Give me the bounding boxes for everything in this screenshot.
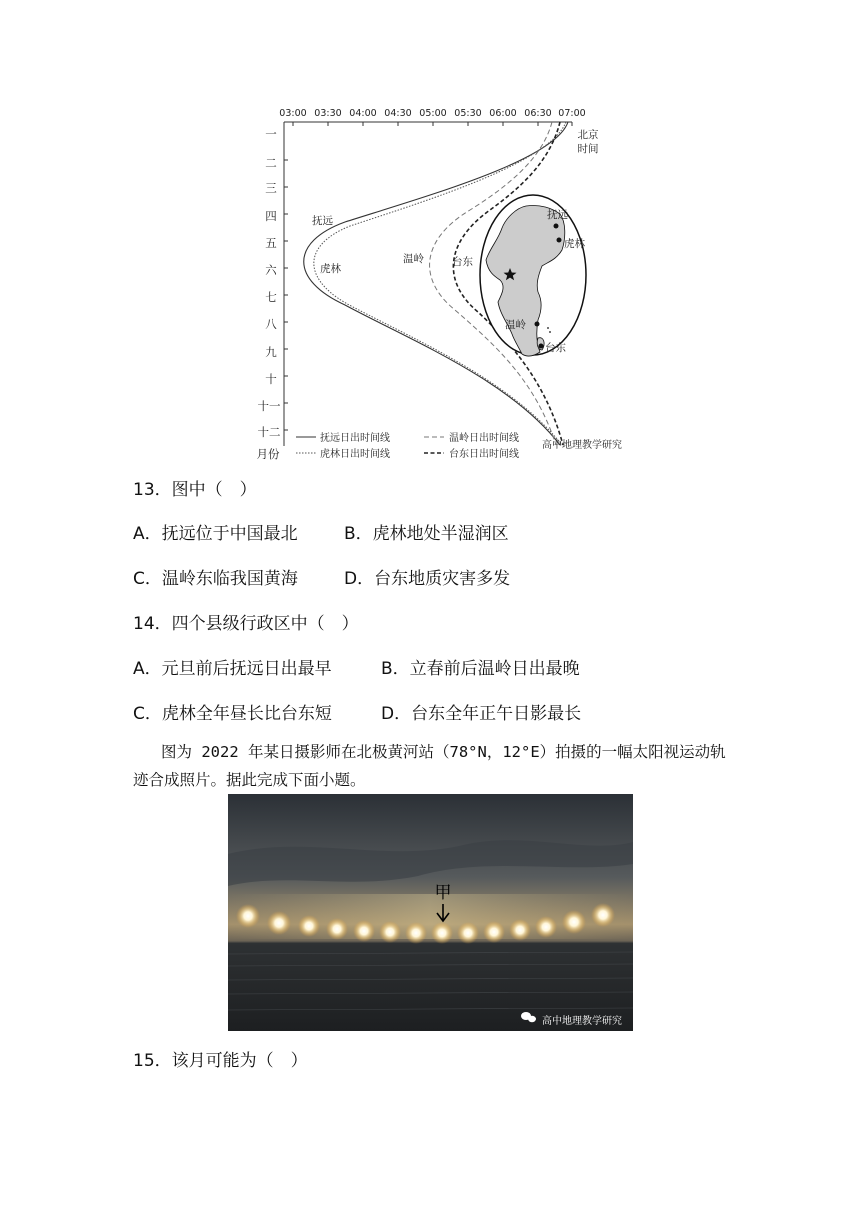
legend-taidong: 台东日出时间线 xyxy=(449,449,519,460)
q13-option-d: D．台东地质灾害多发 xyxy=(344,569,511,589)
map-label-fuyuan: 抚远 xyxy=(547,209,568,221)
q13-option-b: B．虎林地处半湿润区 xyxy=(344,524,509,544)
month-label: 三 xyxy=(265,181,277,195)
figure-watermark: 高中地理教学研究 xyxy=(542,440,622,451)
month-label: 一 xyxy=(265,127,277,141)
curve-label-wenling: 温岭 xyxy=(403,253,424,265)
month-label: 六 xyxy=(265,263,277,277)
month-axis-label: 月份 xyxy=(256,447,280,461)
sun-trajectory-photo xyxy=(228,794,633,1031)
time-tick: 04:00 xyxy=(349,108,377,119)
q14-option-d: D．台东全年正午日影最长 xyxy=(381,704,582,724)
curve-label-taidong: 台东 xyxy=(452,256,473,268)
legend-wenling: 温岭日出时间线 xyxy=(449,433,519,444)
time-tick: 04:30 xyxy=(384,108,412,119)
map-label-hulin: 虎林 xyxy=(564,238,585,250)
time-tick: 03:30 xyxy=(314,108,342,119)
q14-option-c: C．虎林全年昼长比台东短 xyxy=(133,704,332,724)
q14-option-b: B．立春前后温岭日出最晚 xyxy=(381,659,580,679)
month-label: 四 xyxy=(265,209,277,223)
month-label: 十一 xyxy=(257,399,281,413)
axis-label-time: 时间 xyxy=(577,143,599,155)
time-tick: 05:30 xyxy=(454,108,482,119)
curve-label-hulin: 虎林 xyxy=(320,263,341,275)
passage-intro: 图为 2022 年某日摄影师在北极黄河站（78°N，12°E）拍摄的一幅太阳视运动轨迹合成照片。据此完成下面小题。 xyxy=(133,743,726,789)
photo-watermark: 高中地理教学研究 xyxy=(542,1016,622,1027)
month-label: 二 xyxy=(265,156,277,170)
time-tick: 03:00 xyxy=(279,108,307,119)
time-tick: 06:30 xyxy=(524,108,552,119)
marker-jia: 甲 xyxy=(434,883,452,903)
month-label: 十 xyxy=(265,372,277,386)
legend-fuyuan: 抚远日出时间线 xyxy=(320,433,390,444)
axis-label-beijing: 北京 xyxy=(577,129,599,141)
q14-option-a: A．元旦前后抚远日出最早 xyxy=(133,659,332,679)
map-label-wenling: 温岭 xyxy=(505,319,526,331)
q15-stem: 15．该月可能为（ ） xyxy=(133,1051,308,1071)
q13-option-a: A．抚远位于中国最北 xyxy=(133,524,298,544)
q13-stem: 13．图中（ ） xyxy=(133,480,257,500)
q13-option-c: C．温岭东临我国黄海 xyxy=(133,569,298,589)
time-tick: 07:00 xyxy=(558,108,586,119)
time-tick: 05:00 xyxy=(419,108,447,119)
month-label: 七 xyxy=(265,290,277,304)
curve-label-fuyuan: 抚远 xyxy=(312,215,333,227)
q14-stem: 14．四个县级行政区中（ ） xyxy=(133,614,359,634)
month-label: 十二 xyxy=(257,425,281,439)
legend-hulin: 虎林日出时间线 xyxy=(320,449,390,460)
month-label: 五 xyxy=(265,236,277,250)
sunrise-time-figure xyxy=(250,100,622,465)
month-label: 九 xyxy=(265,345,277,359)
time-tick: 06:00 xyxy=(489,108,517,119)
inset-map xyxy=(480,195,586,356)
month-label: 八 xyxy=(265,317,277,331)
map-label-taidong: 台东 xyxy=(545,342,566,354)
